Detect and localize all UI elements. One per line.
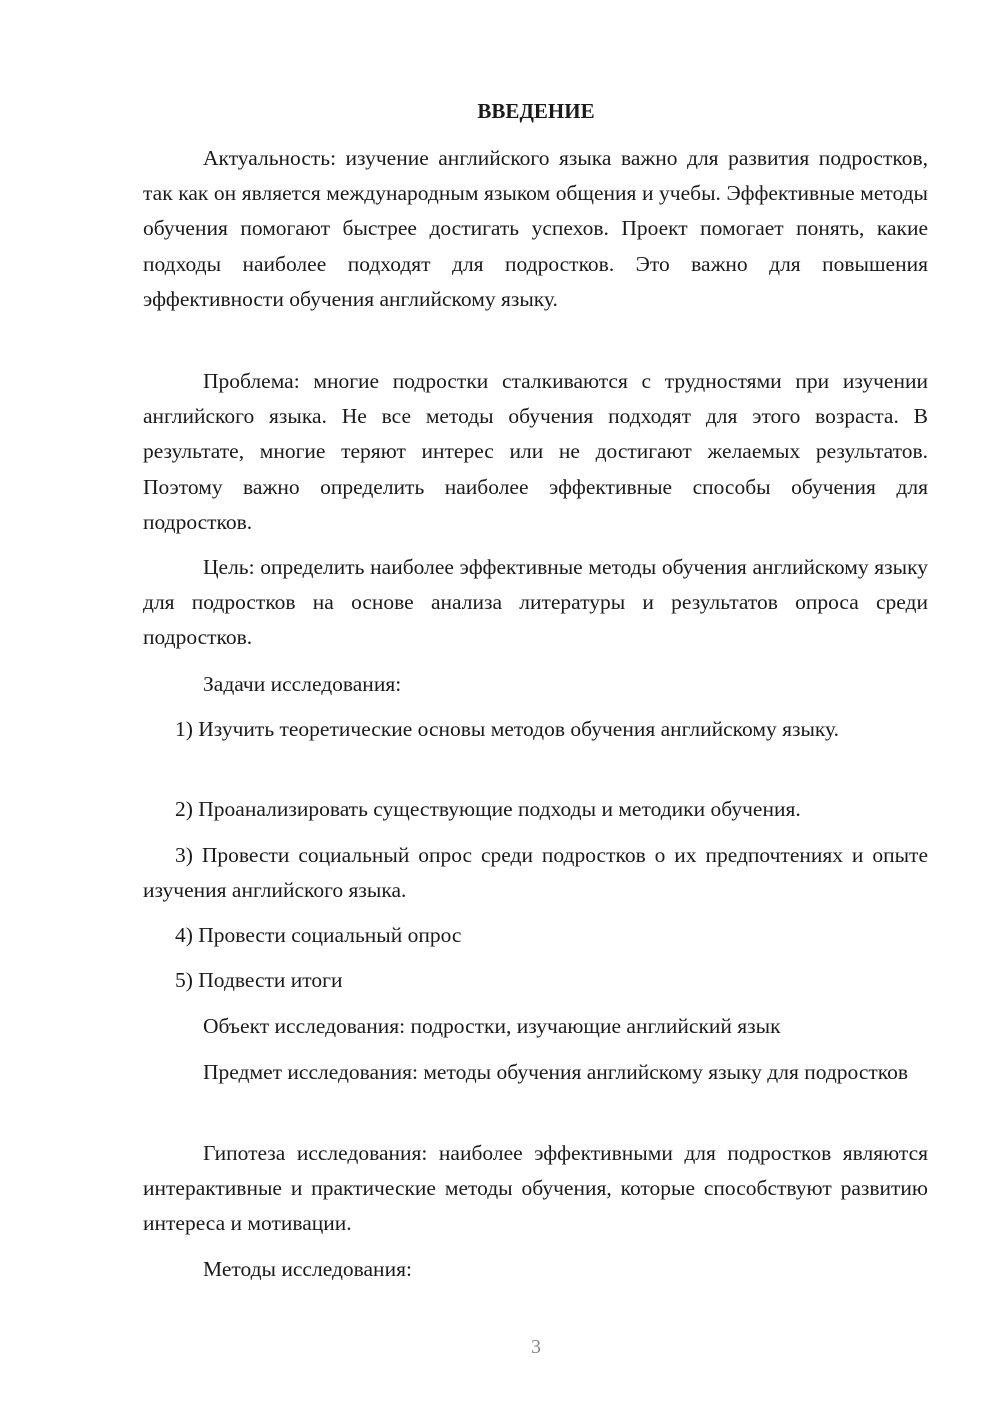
task-item: 4) Провести социальный опрос (175, 923, 462, 947)
paragraph-problem: Проблема: многие подростки сталкиваются с трудностями при изучении английского языка. Не все методы обучения подходят для этого возраста. В результате, многие теряют интерес или не достигают желаемых результатов. Поэтому важно определить наиболее эффективные способы обучения для подростков. (143, 369, 928, 534)
page-number: 3 (531, 1336, 541, 1358)
task-item: 5) Подвести итоги (175, 968, 343, 992)
paragraph-hypothesis: Гипотеза исследования: наиболее эффективными для подростков являются интерактивные и практические методы обучения, которые способствуют развитию интереса и мотивации. (143, 1141, 928, 1236)
task-item: 1) Изучить теоретические основы методов обучения английскому языку. (175, 717, 840, 741)
paragraph-relevance: Актуальность: изучение английского языка важно для развития подростков, так как он является международным языком общения и учебы. Эффективные методы обучения помогают быстрее достигать успехов. Проект помогает понять, какие подходы наиболее подходят для подростков. Это важно для повышения эффективности обучения английскому языку. (143, 146, 928, 311)
page-title: ВВЕДЕНИЕ (477, 99, 595, 123)
methods-title: Методы исследования: (203, 1257, 412, 1281)
paragraph-object: Объект исследования: подростки, изучающие английский язык (203, 1014, 781, 1038)
paragraph-goal: Цель: определить наиболее эффективные методы обучения английскому языку для подростков на основе анализа литературы и результатов опроса среди подростков. (143, 555, 928, 650)
task-item: 2) Проанализировать существующие подходы и методики обучения. (175, 797, 801, 821)
task-item: 3) Провести социальный опрос среди подростков о их предпочтениях и опыте изучения английского языка. (143, 843, 928, 903)
paragraph-subject: Предмет исследования: методы обучения английскому языку для подростков (203, 1060, 909, 1084)
tasks-title: Задачи исследования: (203, 672, 402, 696)
